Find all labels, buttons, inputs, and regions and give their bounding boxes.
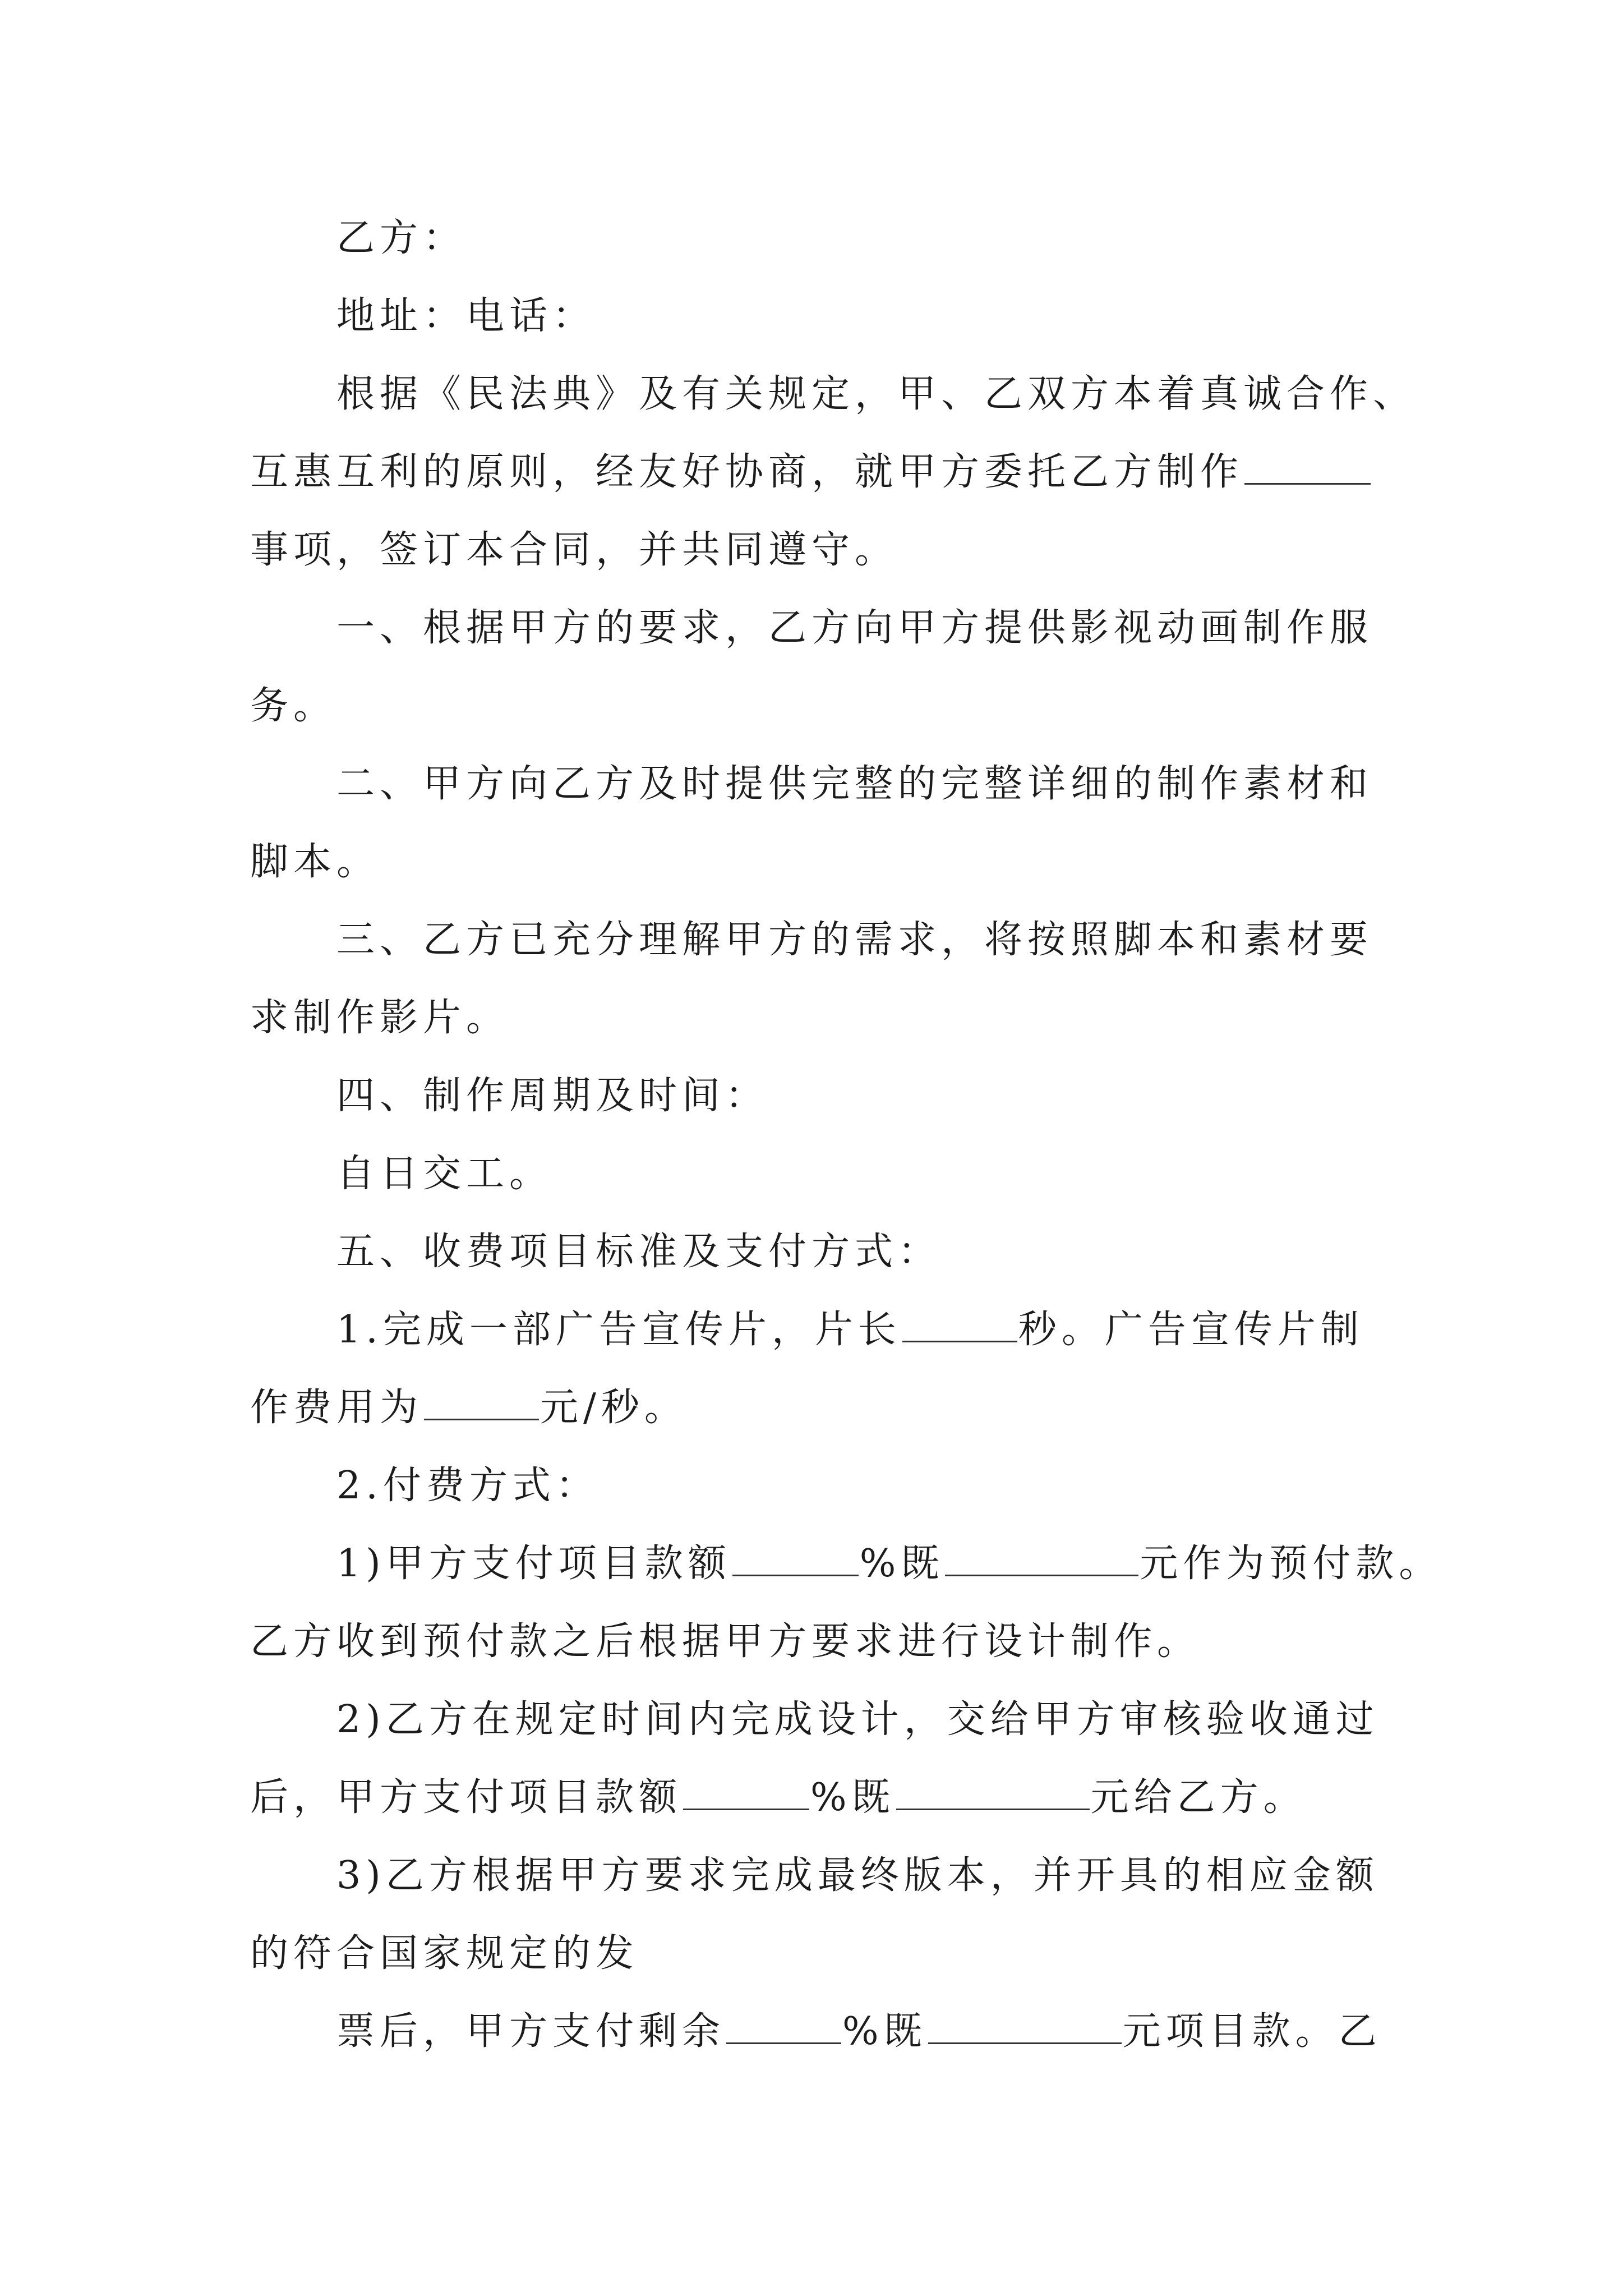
clause-2-text-1: 二、甲方向乙方及时提供完整的完整详细的制作素材和 [336,762,1373,806]
payment-1-amount-blank [945,1542,1138,1576]
payment-1-percent-blank [732,1542,859,1576]
clause-2-line-2 [250,823,1392,901]
address-phone-label: 地址：电话： [336,294,596,338]
clause-1-text-1: 一、根据甲方的要求，乙方向甲方提供影视动画制作服 [336,606,1373,650]
payment-method-heading [250,1447,1392,1525]
payment-2-amount-blank [896,1776,1090,1810]
preamble-text-3: 事项，签订本合同，并共同遵守。 [250,528,898,572]
clause-3-text-2: 求制作影片。 [250,996,510,1040]
payment-3-percent-blank [726,2010,841,2044]
fee-item-1-text-d: 元/秒。 [540,1386,688,1430]
clause-5-heading [250,1213,1392,1291]
payment-1-text-a: 1)甲方支付项目款额 [336,1542,731,1586]
preamble-line-2 [250,433,1392,511]
address-phone-line [250,277,1392,355]
preamble-text-2: 互惠互利的原则，经友好协商，就甲方委托乙方制作 [250,450,1244,494]
clause-5-heading-text: 五、收费项目标准及支付方式： [336,1230,942,1274]
project-name-blank [1244,450,1371,485]
payment-method-text: 2.付费方式： [336,1464,599,1508]
clause-2-text-2: 脚本。 [250,840,380,884]
fee-item-1-line-1 [250,1291,1392,1369]
film-length-blank [902,1308,1017,1342]
payment-1-line-1 [250,1525,1442,1603]
payment-3-text-e: 元项目款。乙 [1122,2009,1382,2054]
fee-item-1-text-b: 秒。广告宣传片制 [1018,1308,1364,1352]
payment-3-line-1 [250,1837,1392,1915]
payment-3-text-a: 3)乙方根据甲方要求完成最终版本，并开具的相应金额 [336,1853,1379,1898]
payment-3-line-3 [250,1993,1392,2070]
clause-1-line-1 [250,589,1392,667]
payment-3-amount-blank [928,2010,1122,2044]
payment-3-text-b: 的符合国家规定的发 [250,1931,639,1976]
payment-2-text-d: 元给乙方。 [1090,1775,1307,1820]
payment-1-text-d: 乙方收到预付款之后根据甲方要求进行设计制作。 [250,1619,1201,1664]
clause-3-line-2 [250,979,1392,1057]
payment-2-line-1 [250,1681,1392,1759]
fee-item-1-line-2 [250,1369,1392,1447]
payment-3-text-d: %既 [842,2009,927,2054]
preamble-line-1 [250,355,1417,433]
fee-item-1-text-a: 1.完成一部广告宣传片，片长 [336,1308,901,1352]
contract-page [250,199,1442,2070]
party-b-line [250,199,1392,277]
payment-2-text-b: 后，甲方支付项目款额 [250,1775,683,1820]
clause-3-text-1: 三、乙方已充分理解甲方的需求，将按照脚本和素材要 [336,918,1373,962]
party-b-label: 乙方： [336,216,467,260]
clause-2-line-1 [250,745,1392,823]
payment-2-text-a: 2)乙方在规定时间内完成设计，交给甲方审核验收通过 [336,1697,1379,1742]
preamble-line-3 [250,511,1392,589]
fee-item-1-text-c: 作费用为 [250,1386,423,1430]
clause-4-body-text: 自日交工。 [336,1152,553,1196]
clause-4-heading [250,1057,1392,1135]
preamble-text-1: 根据《民法典》及有关规定，甲、乙双方本着真诚合作、 [336,372,1417,416]
payment-2-line-2 [250,1759,1392,1837]
clause-3-line-1 [250,901,1392,979]
clause-4-body [250,1135,1392,1213]
payment-3-line-2 [250,1915,1392,1993]
clause-1-text-2: 务。 [250,684,337,728]
fee-rate-blank [424,1386,539,1420]
clause-1-line-2 [250,667,1392,745]
payment-1-line-2 [250,1603,1392,1681]
payment-3-text-c: 票后，甲方支付剩余 [336,2009,726,2054]
payment-2-text-c: %既 [810,1775,895,1820]
payment-1-text-c: 元作为预付款。 [1140,1542,1442,1586]
payment-2-percent-blank [683,1776,809,1810]
clause-4-heading-text: 四、制作周期及时间： [336,1074,769,1118]
payment-1-text-b: %既 [859,1542,944,1586]
